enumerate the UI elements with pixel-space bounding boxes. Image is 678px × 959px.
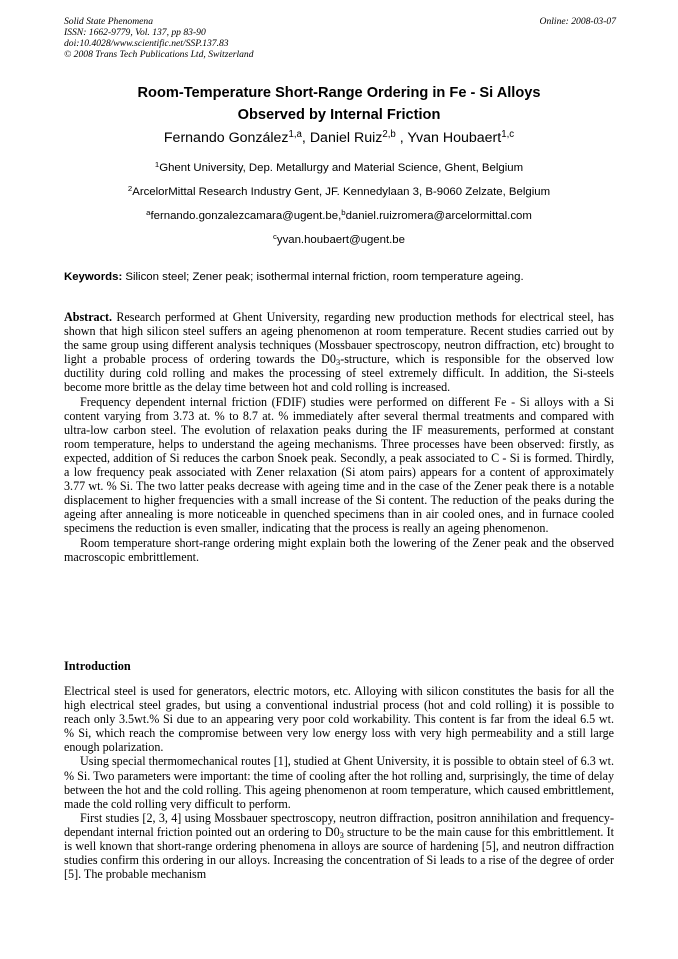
paragraph-text: structure to be the main cause for this embrittlement. It is well known that short-range ordering phenomena in alloys are source of hardening [5], and neutron diffraction studies confirm this ordering in our alloys. Increasing the concentration of Si leads to a rise of the degree of order [5]. The probable mechanism	[64, 824, 614, 882]
email-marker: b	[341, 208, 346, 218]
affiliation-marker: 1	[154, 160, 160, 170]
abstract-section	[64, 310, 614, 564]
introduction-section	[64, 684, 614, 881]
title-line-1: Room-Temperature Short-Range Ordering in Fe - Si Alloys	[137, 85, 541, 101]
author-separator: ,	[395, 130, 408, 146]
email-address[interactable]: daniel.ruizromera@arcelormittal.com	[345, 210, 532, 222]
author-separator: ,	[301, 130, 310, 146]
section-heading-introduction: Introduction	[64, 659, 131, 673]
subscript: 3	[335, 357, 341, 368]
email-marker: c	[273, 232, 277, 242]
affiliation-text: ArcelorMittal Research Industry Gent, JF. Kennedylaan 3, B-9060 Zelzate, Belgium	[132, 186, 551, 198]
keywords-line	[64, 270, 616, 285]
author-name: Yvan Houbaert	[407, 130, 502, 146]
author-list	[64, 128, 614, 148]
paragraph-text: First studies [2, 3, 4] using Mossbauer spectroscopy, neutron diffraction, positron annihilation and frequency-dependant internal friction pointed out an ordering to D0	[64, 810, 614, 839]
email-marker: a	[146, 208, 151, 218]
email-line-2	[64, 232, 614, 248]
doi-line[interactable]: doi:10.4028/www.scientific.net/SSP.137.83	[64, 38, 229, 49]
email-line-1	[64, 208, 614, 224]
title-line-2: Observed by Internal Friction	[237, 107, 441, 123]
author-name: Daniel Ruiz	[309, 130, 383, 146]
affiliation-text: Ghent University, Dep. Metallurgy and Material Science, Ghent, Belgium	[159, 162, 524, 174]
abstract-label: Abstract.	[64, 310, 113, 324]
abstract-paragraph-1	[64, 310, 614, 395]
keywords-text: Silicon steel; Zener peak; isothermal internal friction, room temperature ageing.	[122, 271, 524, 283]
copyright-line: © 2008 Trans Tech Publications Ltd, Switzerland	[64, 49, 254, 60]
keywords-label: Keywords:	[64, 271, 123, 283]
online-date: Online: 2008-03-07	[539, 16, 616, 27]
email-address[interactable]: fernando.gonzalezcamara@ugent.be,	[150, 210, 342, 222]
affiliation-2	[64, 184, 614, 200]
intro-paragraph-3	[64, 811, 614, 881]
journal-header	[64, 16, 616, 60]
affiliation-marker: 2	[127, 184, 133, 194]
paper-title	[64, 82, 614, 126]
author-name: Fernando González	[163, 130, 289, 146]
subscript: 3	[339, 830, 344, 841]
abstract-paragraph-3: Room temperature short-range ordering might explain both the lowering of the Zener peak and the observed macroscopic embrittlement.	[64, 535, 614, 564]
issn-line: ISSN: 1662-9779, Vol. 137, pp 83-90	[64, 27, 206, 38]
paragraph-text: -structure, which is responsible for the observed low ductility during cold rolling and makes the processing of steel extremely difficult. In addition, the Si-steels become more brittle as the delay time between hot and cold rolling is increased.	[64, 352, 614, 395]
email-address[interactable]: yvan.houbaert@ugent.be	[276, 234, 405, 246]
author-superscript: 1,a	[288, 129, 302, 141]
author-superscript: 2,b	[382, 129, 396, 141]
intro-paragraph-2: Using special thermomechanical routes [1], studied at Ghent University, it is possible to obtain steel of 6.3 wt. % Si. Two parameters were important: the time of cooling after the hot rolling and, surprisingly, the time of delay between the hot and the cold rolling. This ageing phenomenon at room temperature, which caused embrittlement, made the cold rolling very difficult to perform.	[64, 754, 614, 811]
intro-paragraph-1: Electrical steel is used for generators, electric motors, etc. Alloying with silicon constitutes the basis for all the high electrical steel grades, but using a conventional industrial process (hot and cold rolling) it is possible to reach only 3.5wt.% Si due to an appearing very poor cold workability. This content is far from the ideal 6.5 wt. % Si, which reach the compromise between very low energy loss with very high permeability and a still large enough polarization.	[64, 684, 614, 755]
affiliation-1	[64, 160, 614, 176]
paragraph-text: Research performed at Ghent University, regarding new production methods for electrical steel, has shown that high silicon steel suffers an ageing phenomenon at room temperature. Recent studies carried out by the same group using different analysis techniques (Mossbauer spectroscopy, neutron diffraction, etc) brought to light a probable process of ordering towards the D0	[64, 310, 614, 367]
journal-name: Solid State Phenomena	[64, 16, 153, 27]
abstract-paragraph-2: Frequency dependent internal friction (FDIF) studies were performed on different Fe - Si alloys with a Si content varying from 3.73 at. % to 8.7 at. % immediately after several thermal treatments and compared with ultra-low carbon steel. The evolution of relaxation peaks during the IF measurements, performed at constant room temperature, helps to understand the ageing mechanisms. Three processes have been observed: firstly, as expected, addition of Si reduces the carbon Snoek peak. Secondly, a peak associated to C - Si is formed. Thirdly, a low frequency peak associated with Zener relaxation (Si atom pairs) appears for a content of approximately 3.77 wt. % Si. The two latter peaks decrease with ageing time and in the case of the Zener peak there is a notable displacement to higher frequencies with a small increase of the Si content. The reduction of the peaks during the ageing after annealing is more noticeable in quenched specimens than in air cooled ones, and in furnace cooled specimens the reduction is even smaller, indicating that the process is really an ageing phenomenon.	[64, 394, 614, 536]
author-superscript: 1,c	[501, 129, 515, 141]
